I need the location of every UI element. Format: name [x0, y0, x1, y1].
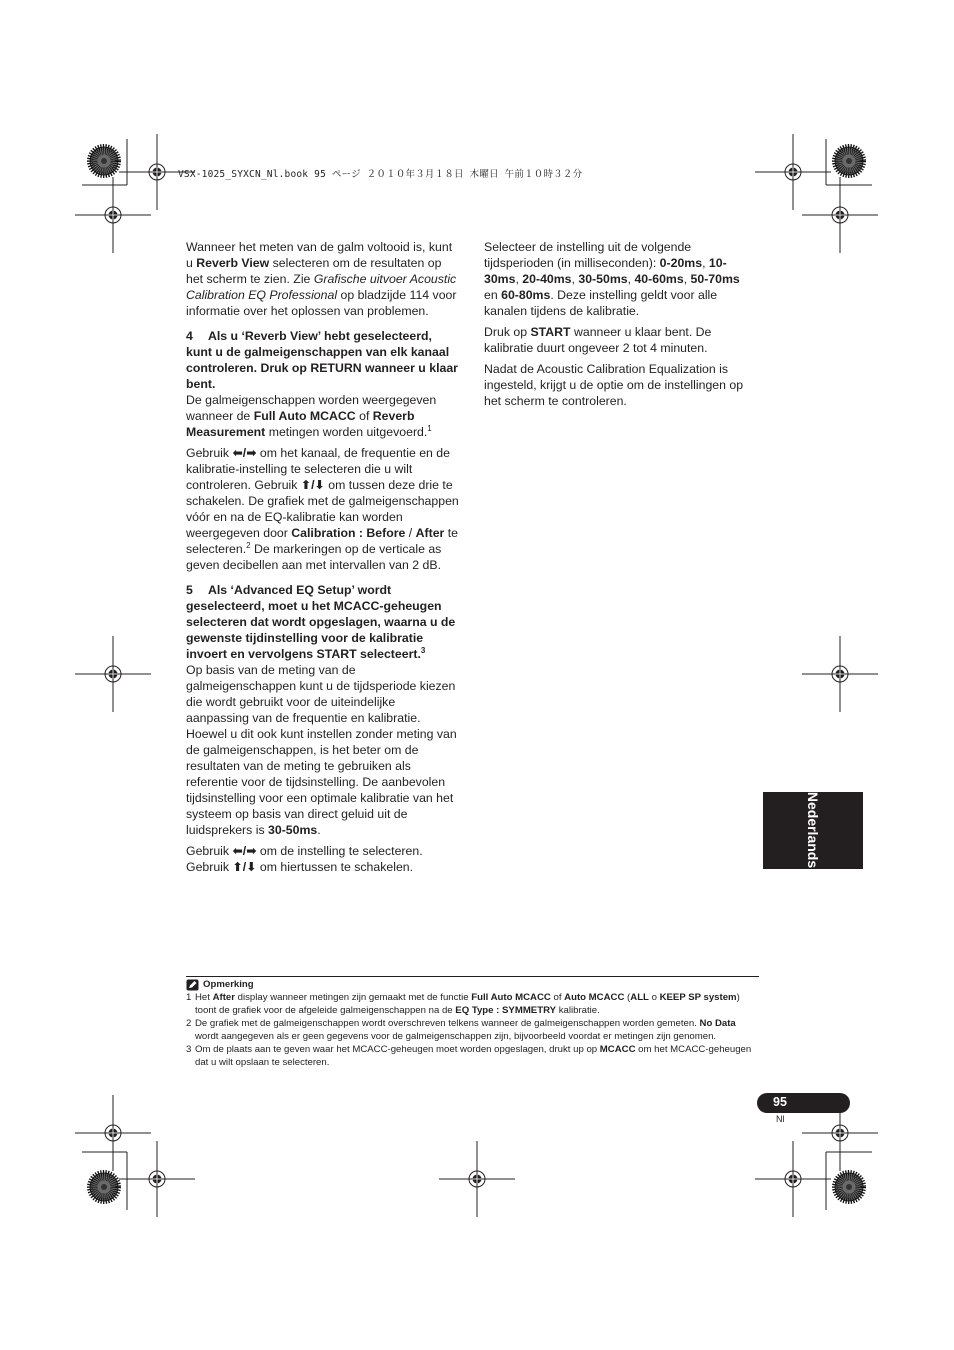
footnote-3: 3 Om de plaats aan te geven waar het MCACC-geheugen moet worden opgeslagen, drukt up op MCACC om het MCACC-geheugen dat u wilt opslaan te selecteren. — [186, 1044, 752, 1068]
notes-divider — [186, 976, 759, 977]
step-4-paragraph-1: De galmeigenschappen worden weergegeven wanneer de Full Auto MCACC of Reverb Measurement metingen worden uitgevoerd.$^1$ — [186, 393, 437, 439]
start-paragraph: Druk op START wanneer u klaar bent. De kalibratie duurt ongeveer 2 tot 4 minuten. — [484, 325, 712, 355]
page-number-badge — [757, 1093, 850, 1113]
step-5-heading: 5 Als ‘Advanced EQ Setup’ wordt geselecteerd, moet u het MCACC-geheugen selecteren dat wordt opgeslagen, waarna u de gewenste tijdinstelling voor de kalibratie invoert en vervolgens START selecteert.$^3$ — [186, 583, 456, 661]
step-5-paragraph-2: Gebruik ⬅/➡ om de instelling te selecteren. Gebruik ⬆/⬇ om hiertussen te schakelen. — [186, 844, 423, 874]
notes-heading — [186, 978, 759, 991]
print-header: VSX-1025_SYXCN_Nl.book 95 ページ ２０１０年３月１８日 木曜日 午前１０時３２分 — [178, 169, 583, 180]
language-code: Nl — [776, 1114, 785, 1124]
intro-paragraph: Wanneer het meten van de galm voltooid is, kunt u Reverb View selecteren om de resultaten op het scherm te zien. Zie Grafische uitvoer Acoustic Calibration EQ Professional op bladzijde 114 voor informatie over het oplossen van problemen. — [186, 240, 457, 318]
right-column — [484, 239, 756, 414]
step-4-heading: 4 Als u ‘Reverb View’ hebt geselecteerd, kunt u de galmeigenschappen van elk kanaal controleren. Druk op RETURN wanneer u klaar bent. — [186, 329, 458, 391]
page-number: 95 — [773, 1095, 787, 1109]
star-target-top-left — [90, 147, 118, 175]
footnote-1: 1 Het After display wanneer metingen zijn gemaakt met de functie Full Auto MCACC of Auto MCACC (ALL o KEEP SP system) toont de grafiek voor de afgeleide galmeigenschappen na de EQ Type : SYMMETRY kalibratie. — [186, 992, 740, 1016]
note-pencil-icon — [186, 979, 199, 991]
left-right-arrow-icon: ⬅/➡ — [232, 844, 257, 858]
up-down-arrow-icon: ⬆/⬇ — [300, 478, 325, 492]
left-column — [186, 239, 460, 880]
time-period-paragraph: Selecteer de instelling uit de volgende tijdsperioden (in milliseconden): 0-20ms, 10-30ms, 20-40ms, 30-50ms, 40-60ms, 50-70ms en 60-80ms. Deze instelling geldt voor alle kanalen tijdens de kalibratie. — [484, 240, 740, 318]
language-side-tab — [763, 792, 863, 869]
step-4-paragraph-2: Gebruik ⬅/➡ om het kanaal, de frequentie en de kalibratie-instelling te selecteren die u wilt controleren. Gebruik ⬆/⬇ om tussen deze drie te schakelen. De grafiek met de galmeigenschappen vóór en na de EQ-kalibratie kan worden weergegeven door Calibration : Before / After te selecteren.$^2$ De markeringen op de verticale as geven decibellen aan met intervallen van 2 dB. — [186, 446, 459, 572]
footnote-2: 2 De grafiek met de galmeigenschappen wordt overschreven telkens wanneer de galmeigenschappen worden gemeten. No Data wordt aangegeven als er geen gegevens voor de galmeigenschappen zijn, bijvoorbeeld voordat er metingen zijn genomen. — [186, 1018, 736, 1042]
star-target-top-right — [835, 147, 863, 175]
notes-title: Opmerking — [203, 979, 254, 990]
star-target-bottom-left — [90, 1173, 118, 1201]
step-5-paragraph-1: Op basis van de meting van de galmeigenschappen kunt u de tijdsperiode kiezen die wordt gebruikt voor de uiteindelijke aanpassing van de frequentie en kalibratie. Hoewel u dit ook kunt instellen zonder meting van de galmeigenschappen, is het beter om de resultaten van de meting te gebruiken als referentie voor de tijdsinstelling. De aanbevolen tijdsinstelling voor een optimale kalibratie van het systeem op basis van direct geluid uit de luidsprekers is 30-50ms. — [186, 663, 457, 837]
left-right-arrow-icon: ⬅/➡ — [232, 446, 257, 460]
up-down-arrow-icon: ⬆/⬇ — [232, 860, 257, 874]
after-calibration-paragraph: Nadat de Acoustic Calibration Equalization is ingesteld, krijgt u de optie om de instellingen op het scherm te controleren. — [484, 362, 744, 408]
star-target-bottom-right — [835, 1173, 863, 1201]
side-tab-label: Nederlands — [805, 791, 821, 869]
notes-section — [186, 978, 759, 1069]
